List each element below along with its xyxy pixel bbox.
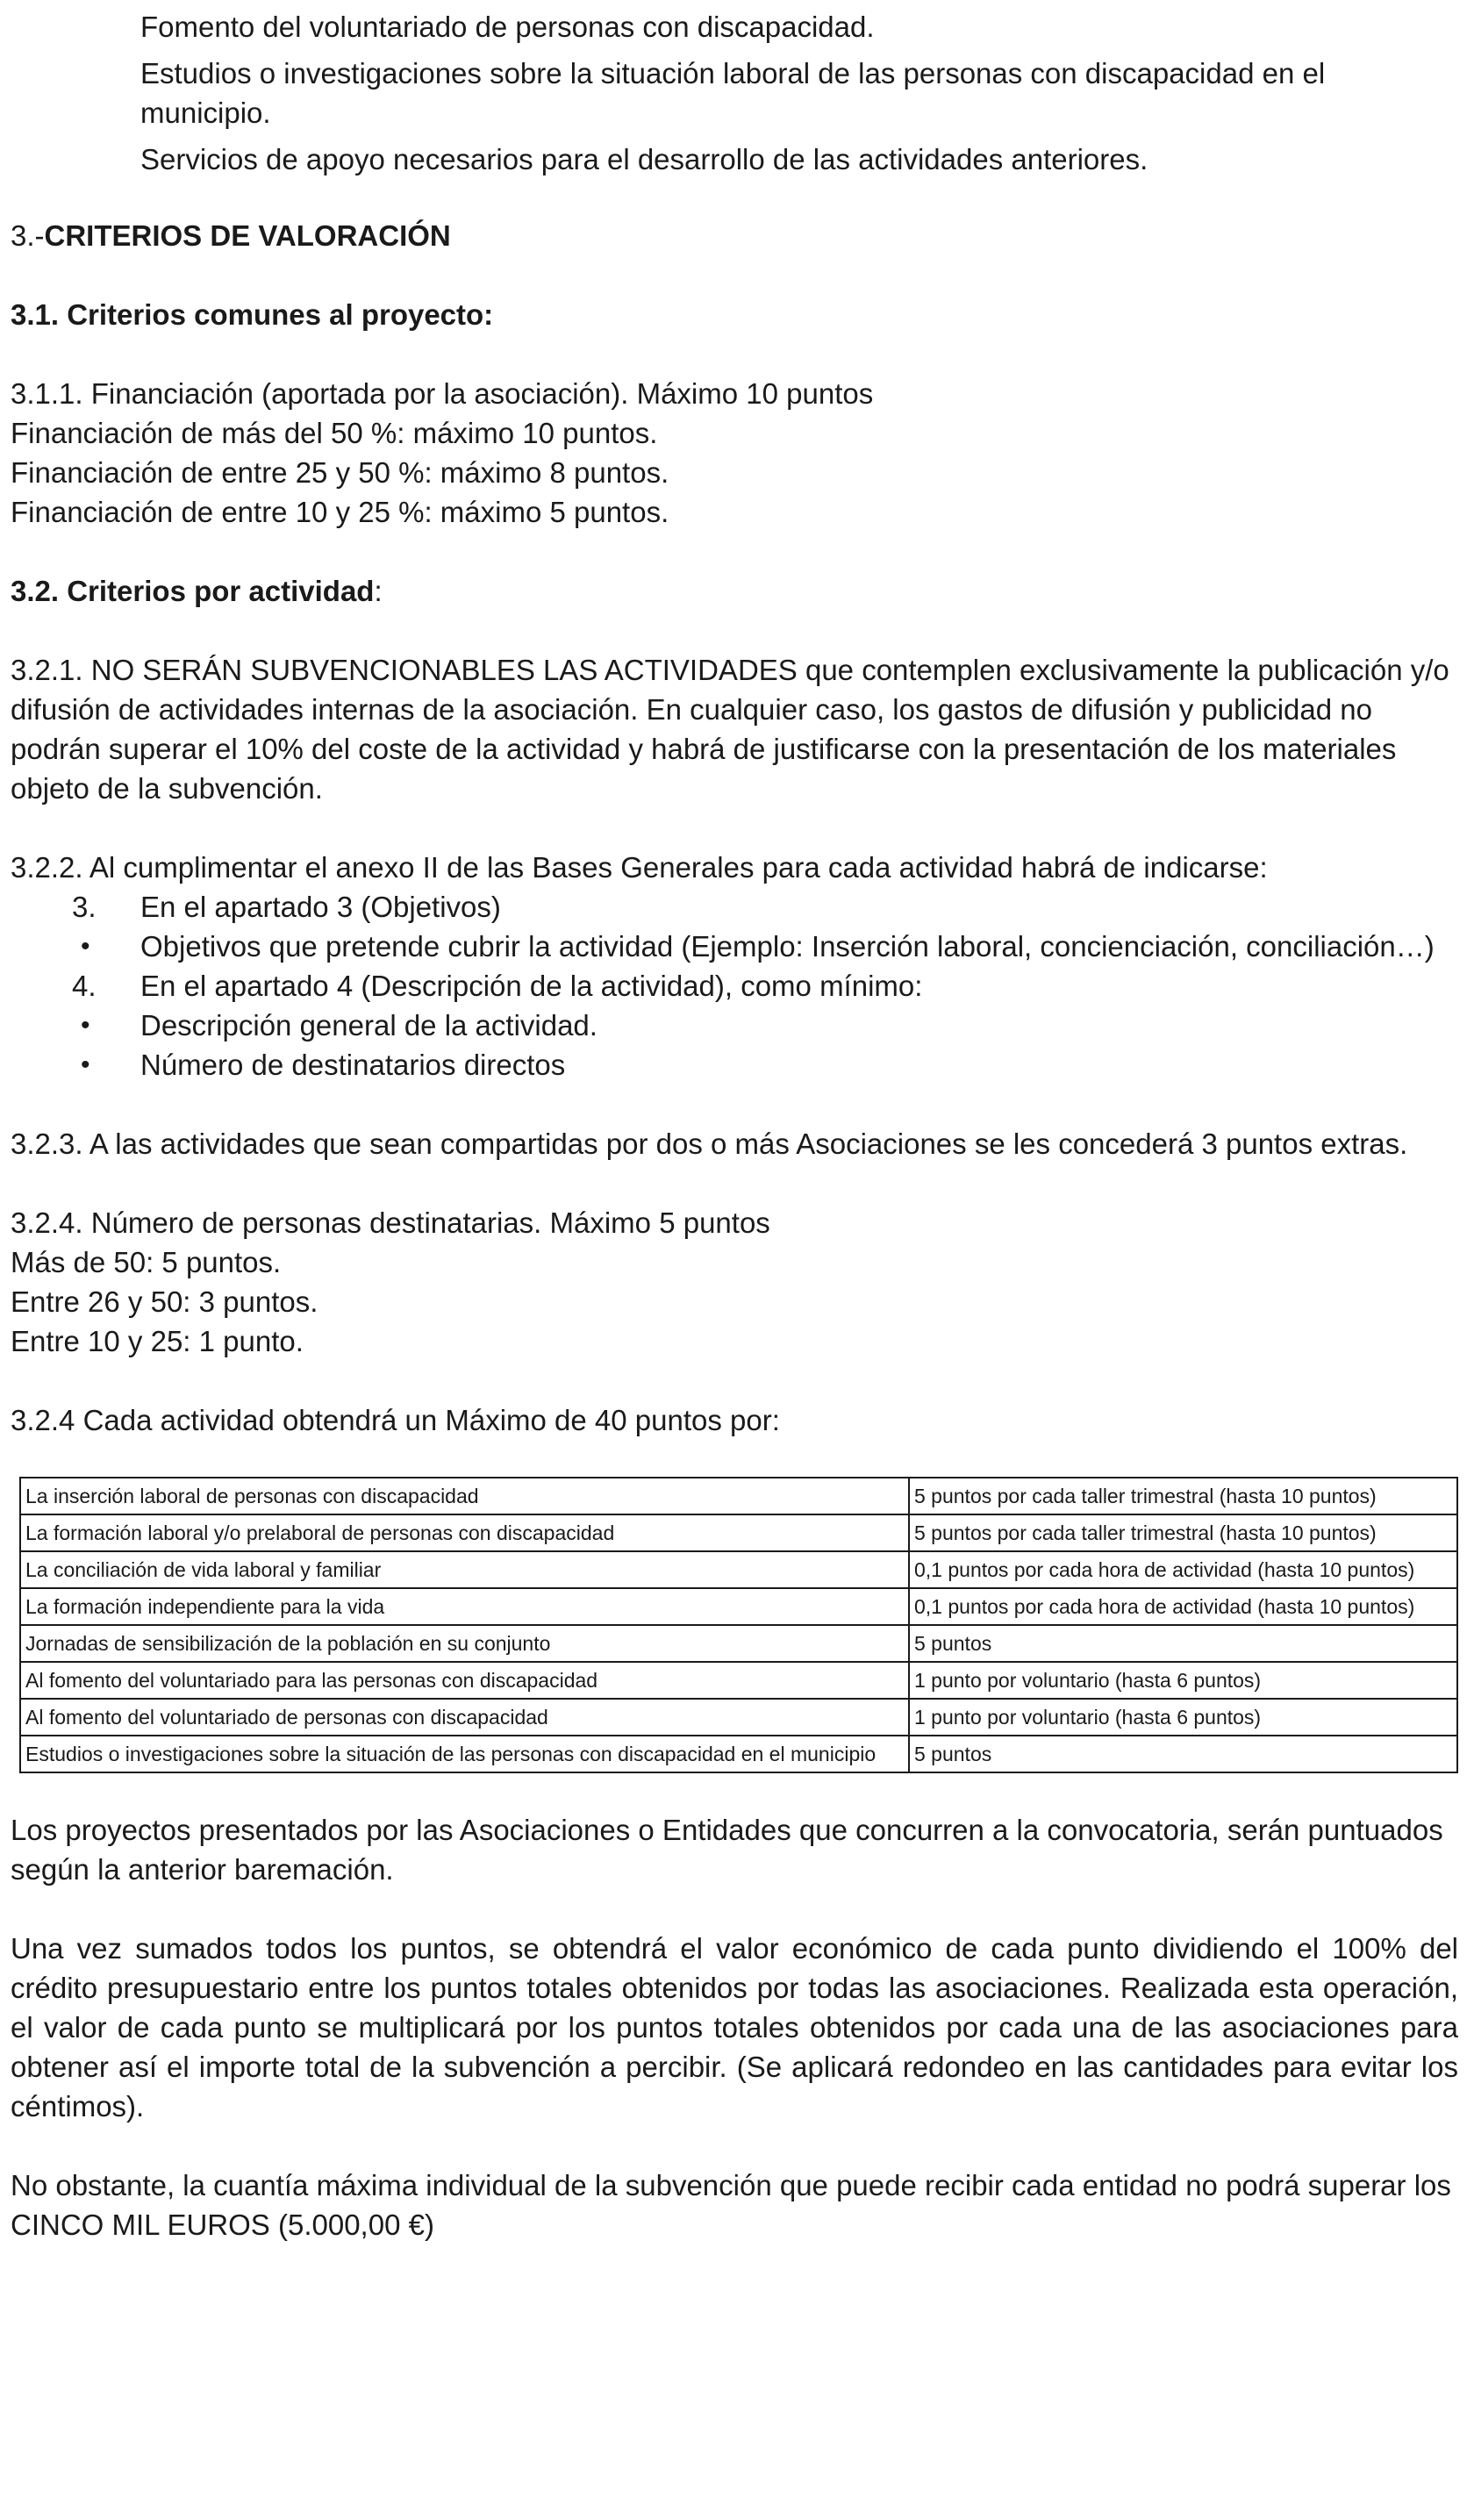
list-item-text: En el apartado 4 (Descripción de la actividad), como mínimo: bbox=[140, 970, 923, 1002]
table-row bbox=[20, 1662, 1457, 1699]
activity-cell: Al fomento del voluntariado de personas con discapacidad bbox=[20, 1699, 909, 1736]
list-item bbox=[11, 1006, 1458, 1045]
activity-cell: La formación independiente para la vida bbox=[20, 1588, 909, 1625]
table-row bbox=[20, 1625, 1457, 1662]
scoring-table bbox=[19, 1477, 1458, 1773]
paragraph-3-2-2: 3.2.2. Al cumplimentar el anexo II de las Bases Generales para cada actividad habrá de indicarse: bbox=[11, 851, 1268, 884]
bullet-icon: • bbox=[81, 1011, 90, 1040]
description-list bbox=[11, 966, 1458, 1085]
paragraph-3-2-3: 3.2.3. A las actividades que sean compartidas por dos o más Asociaciones se les concederá 3 puntos extras. bbox=[11, 1128, 1408, 1160]
table-row bbox=[20, 1551, 1457, 1588]
list-item bbox=[11, 887, 1458, 927]
list-number: 3. bbox=[72, 891, 97, 923]
financing-line: 3.1.1. Financiación (aportada por la asociación). Máximo 10 puntos bbox=[11, 377, 874, 410]
table-row bbox=[20, 1478, 1457, 1514]
financing-criteria bbox=[11, 374, 1458, 532]
list-item bbox=[11, 927, 1458, 966]
section-3-2-colon: : bbox=[374, 575, 383, 607]
section-3-heading bbox=[11, 216, 1458, 255]
table-row bbox=[20, 1588, 1457, 1625]
points-cell: 5 puntos bbox=[909, 1736, 1457, 1772]
points-cell: 5 puntos por cada taller trimestral (hasta 10 puntos) bbox=[909, 1514, 1457, 1551]
points-cell: 1 punto por voluntario (hasta 6 puntos) bbox=[909, 1662, 1457, 1699]
closing-paragraph: No obstante, la cuantía máxima individual de la subvención que puede recibir cada entidad no podrá superar los CINCO MIL EUROS (5.000,00 €) bbox=[11, 2169, 1451, 2241]
intro-item: Servicios de apoyo necesarios para el desarrollo de las actividades anteriores. bbox=[140, 143, 1148, 175]
activity-cell: La inserción laboral de personas con discapacidad bbox=[20, 1478, 909, 1514]
financing-line: Financiación de más del 50 %: máximo 10 puntos. bbox=[11, 417, 658, 449]
activity-cell: Estudios o investigaciones sobre la situación de las personas con discapacidad en el municipio bbox=[20, 1736, 909, 1772]
table-row bbox=[20, 1514, 1457, 1551]
section-3-1-heading: 3.1. Criterios comunes al proyecto: bbox=[11, 298, 494, 331]
recipients-line: Más de 50: 5 puntos. bbox=[11, 1246, 282, 1278]
points-cell: 5 puntos bbox=[909, 1625, 1457, 1662]
points-cell: 0,1 puntos por cada hora de actividad (hasta 10 puntos) bbox=[909, 1551, 1457, 1588]
bullet-icon: • bbox=[81, 1050, 90, 1079]
section-3-title: CRITERIOS DE VALORACIÓN bbox=[44, 219, 451, 252]
points-cell: 0,1 puntos por cada hora de actividad (hasta 10 puntos) bbox=[909, 1588, 1457, 1625]
list-item bbox=[11, 966, 1458, 1006]
points-cell: 1 punto por voluntario (hasta 6 puntos) bbox=[909, 1699, 1457, 1736]
list-item-text: Número de destinatarios directos bbox=[140, 1049, 566, 1081]
list-item-text: En el apartado 3 (Objetivos) bbox=[140, 891, 501, 923]
activity-cell: Jornadas de sensibilización de la población en su conjunto bbox=[20, 1625, 909, 1662]
list-item-text: Objetivos que pretende cubrir la actividad (Ejemplo: Inserción laboral, concienciación, conciliación…) bbox=[140, 930, 1435, 963]
recipients-criteria bbox=[11, 1203, 1458, 1361]
activity-cell: La conciliación de vida laboral y familiar bbox=[20, 1551, 909, 1588]
recipients-line: Entre 26 y 50: 3 puntos. bbox=[11, 1285, 318, 1318]
section-3-prefix: 3.- bbox=[11, 219, 45, 252]
activity-cell: Al fomento del voluntariado para las personas con discapacidad bbox=[20, 1662, 909, 1699]
list-item bbox=[11, 1045, 1458, 1085]
paragraph-3-2-4: 3.2.4 Cada actividad obtendrá un Máximo de 40 puntos por: bbox=[11, 1404, 780, 1436]
intro-item: Fomento del voluntariado de personas con discapacidad. bbox=[140, 11, 875, 43]
section-3-2-heading bbox=[11, 571, 1458, 611]
list-number: 4. bbox=[72, 970, 97, 1002]
intro-item: Estudios o investigaciones sobre la situación laboral de las personas con discapacidad en el municipio. bbox=[140, 57, 1326, 129]
recipients-line: Entre 10 y 25: 1 punto. bbox=[11, 1325, 304, 1357]
bullet-icon: • bbox=[81, 932, 90, 961]
closing-paragraph: Una vez sumados todos los puntos, se obtendrá el valor económico de cada punto dividiendo el 100% del crédito presupuestario entre los puntos totales obtenidos por todas las asociaciones. Realizada esta operación, el valor de cada punto se multiplicará por los puntos totales obtenidos por cada una de las asociaciones para obtener así el importe total de la subvención a percibir. (Se aplicará redondeo en las cantidades para evitar los céntimos). bbox=[11, 1932, 1458, 2123]
table-row bbox=[20, 1736, 1457, 1772]
objectives-list bbox=[11, 887, 1458, 966]
financing-line: Financiación de entre 25 y 50 %: máximo 8 puntos. bbox=[11, 456, 669, 489]
closing-paragraph: Los proyectos presentados por las Asociaciones o Entidades que concurren a la convocatoria, serán puntuados según la anterior baremación. bbox=[11, 1814, 1443, 1886]
list-item-text: Descripción general de la actividad. bbox=[140, 1009, 597, 1042]
activity-cell: La formación laboral y/o prelaboral de personas con discapacidad bbox=[20, 1514, 909, 1551]
table-row bbox=[20, 1699, 1457, 1736]
financing-line: Financiación de entre 10 y 25 %: máximo 5 puntos. bbox=[11, 496, 669, 528]
recipients-line: 3.2.4. Número de personas destinatarias. Máximo 5 puntos bbox=[11, 1206, 770, 1239]
section-3-2-title: 3.2. Criterios por actividad bbox=[11, 575, 375, 607]
points-cell: 5 puntos por cada taller trimestral (hasta 10 puntos) bbox=[909, 1478, 1457, 1514]
paragraph-3-2-1: 3.2.1. NO SERÁN SUBVENCIONABLES LAS ACTIVIDADES que contemplen exclusivamente la publicación y/o difusión de actividades internas de la asociación. En cualquier caso, los gastos de difusión y publicidad no podrán superar el 10% del coste de la actividad y habrá de justificarse con la presentación de los materiales objeto de la subvención. bbox=[11, 654, 1449, 805]
